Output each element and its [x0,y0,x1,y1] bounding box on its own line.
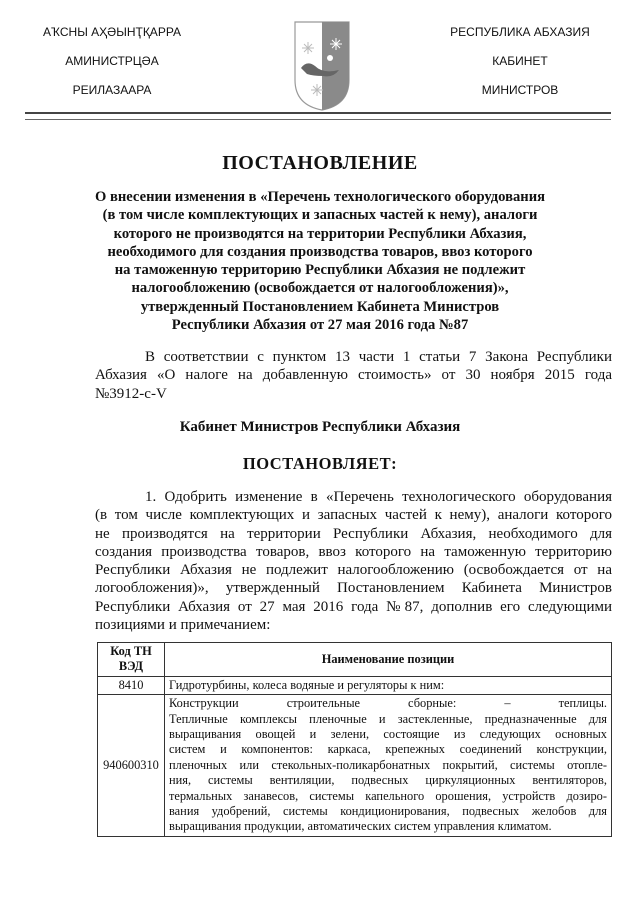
position-name-cell [165,676,612,694]
text-line: налогообложению (освобождается от налогообложения)», [131,280,509,297]
header-abkhaz [12,18,212,105]
text-line: которого не производятся на территории Республики Абхазия, [113,225,527,242]
text-line: Республики Абхазия от 27 мая 2016 года №87 [171,317,469,334]
header-divider [25,112,611,120]
column-header-name: Наименование позиции [165,643,612,677]
legal-basis-paragraph [95,348,612,403]
positions-table [97,642,612,837]
resolves-heading: ПОСТАНОВЛЯЕТ: [242,454,398,473]
text-line: вания удобрений, системы кондиционирования, подвесных желобов для [169,804,607,819]
text-line: пленочных или стекольных-поликарбонатных покрытий, системы отопле- [169,757,607,772]
header-line: КАБИНЕТ [492,54,548,68]
text-line: создания производства товаров, ввоз которого на таможенную территорию [95,543,612,560]
text-line: на таможенную территорию Республики Абхазия не подлежит [114,262,526,279]
text-line: выращивания продукции, автоматических систем управления климатом. [169,819,552,834]
text-line: систем и компонентов: каркаса, крепежных соединений конструкции, [169,742,607,757]
header-line: РЕИЛАЗААРА [72,83,152,97]
text-line: утвержденный Постановлением Кабинета Министров [140,298,500,315]
header-line: МИНИСТРОВ [481,83,559,97]
text-line: В соответствии с пунктом 13 части 1 статьи 7 Закона Республики [145,349,612,365]
text-line: О внесении изменения в «Перечень технологического оборудования [94,189,546,205]
text-line: Гидротурбины, колеса водяные и регуляторы к ним: [169,677,445,692]
position-name-cell [165,695,612,837]
text-line: термальных занавесов, системы капельного орошения, устройств дозиро- [169,788,607,803]
text-line: Конструкции строительные сборные: – теплицы. [169,696,607,711]
header-line: РЕСПУБЛИКА АБХАЗИЯ [450,25,590,39]
hs-code-cell: 8410 [98,676,165,694]
text-line: (в том числе комплектующих и запасных частей к нему), аналоги [102,207,538,224]
text-line: логообложения)», утвержденный Постановлением Кабинета Министров [95,580,612,597]
document-title: ПОСТАНОВЛЕНИЕ [222,152,418,174]
document-subtitle [80,188,560,334]
text-line: 1. Одобрить изменение в «Перечень технологического оборудования [145,489,612,505]
column-header-code: Код ТН ВЭД [98,643,165,677]
text-line: не производятся на территории Республики Абхазия, необходимого для [95,525,612,542]
header-line: АМИНИСТРЦӘА [65,54,159,68]
text-line: Республики Абхазия не подлежит налогообложению (освобождается от на [95,562,612,579]
text-line: (в том числе комплектующих и запасных частей к нему), аналоги которого [95,507,612,524]
table-row [98,695,612,837]
coat-of-arms-emblem [293,20,351,112]
text-line: Тепличные комплексы пленочные и застекленные, предназначенные для [169,711,607,726]
text-line: №3912-с-V [95,385,167,402]
issuing-body: Кабинет Министров Республики Абхазия [179,419,461,435]
hs-code-cell: 940600310 [98,695,165,837]
header-russian [420,18,620,105]
text-line: позициями и примечанием: [95,617,271,634]
header-line: АҠСНЫ АҲӘЫНҬҚАРРА [42,25,182,39]
text-line: необходимого для создания производства товаров, ввоз которого [107,243,533,260]
text-line: выращивания овощей и зелени, состоящие из следующих основных [169,727,607,742]
text-line: Абхазия «О налоге на добавленную стоимость» от 30 ноября 2015 года [95,367,612,384]
table-header-row [98,643,612,677]
clause-1-paragraph [95,488,612,634]
text-line: Республики Абхазия от 27 мая 2016 года №87, дополнив его следующими [95,598,612,615]
table-row [98,676,612,694]
text-line: ния, системы вентиляции, подвесных циркуляционных вентиляторов, [169,773,607,788]
